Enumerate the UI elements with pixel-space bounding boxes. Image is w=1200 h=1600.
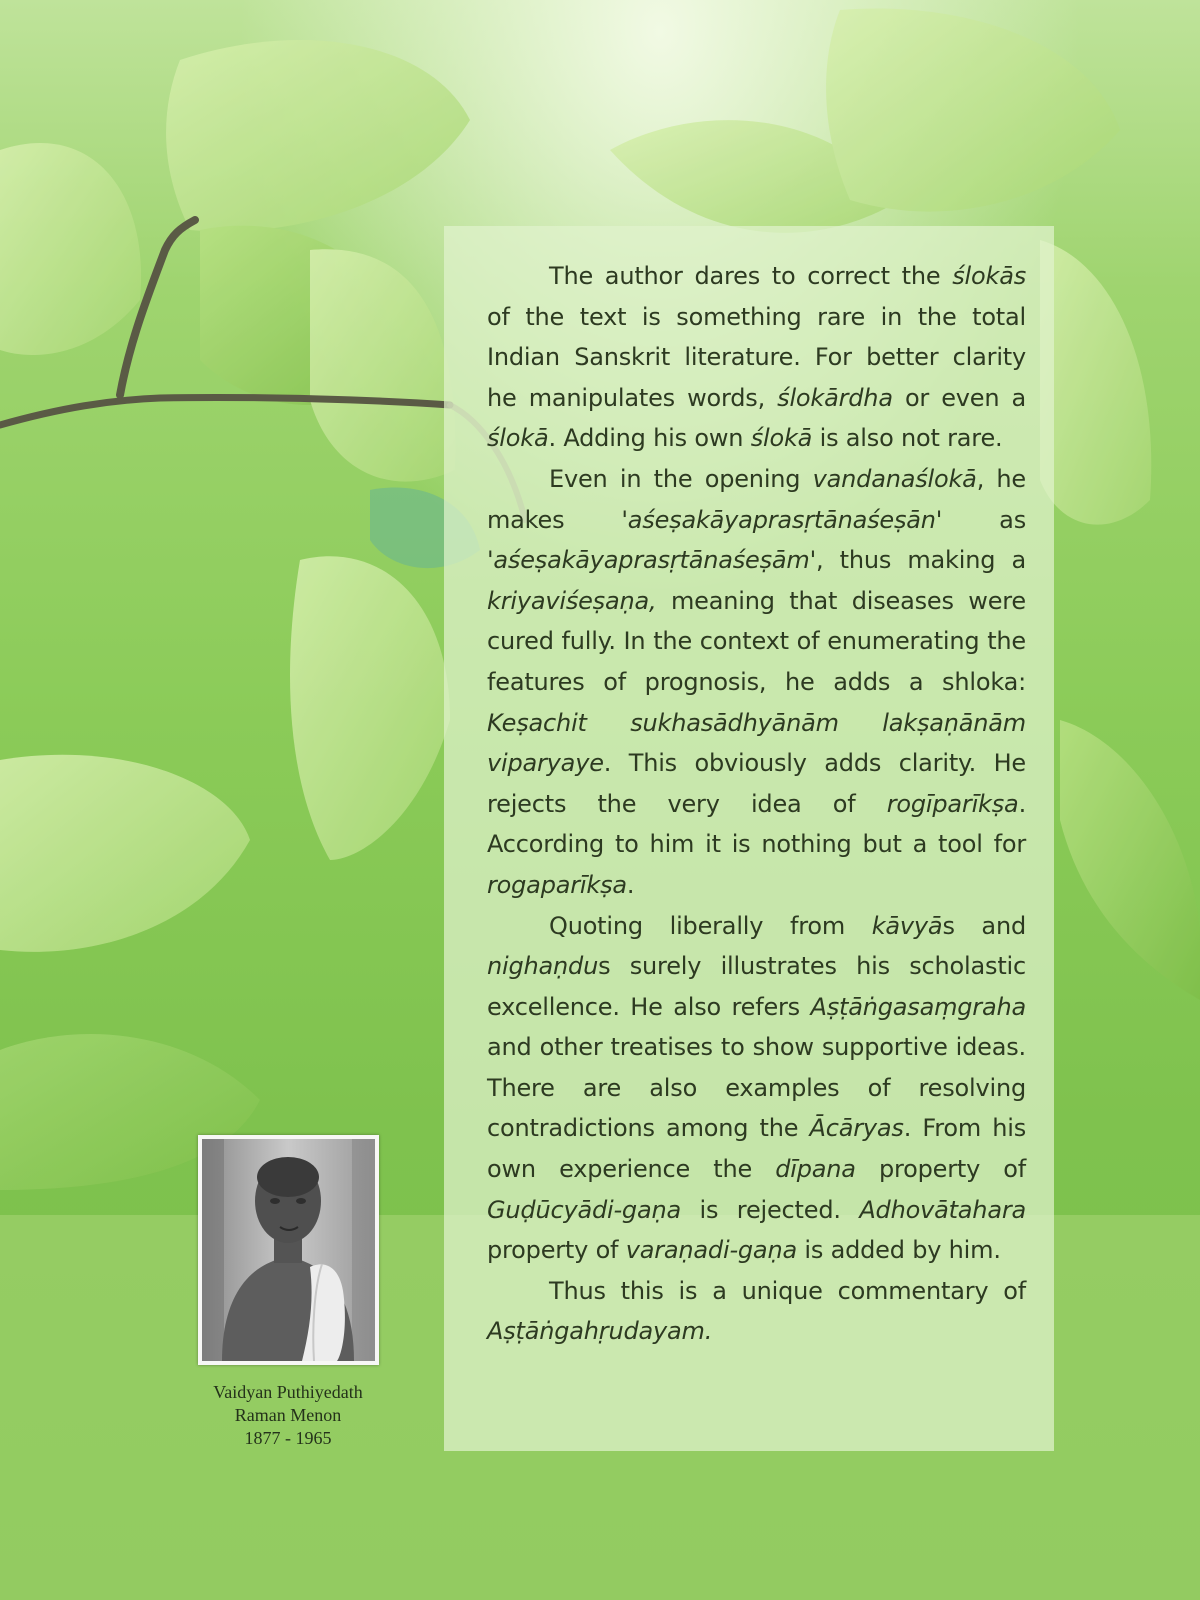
text-span: s and [942, 911, 1026, 940]
text-span: is added by him. [796, 1236, 1001, 1265]
text-span: property of [487, 1236, 626, 1265]
italic-term: Aṣṭāṅgasaṃgraha [810, 992, 1026, 1021]
italic-term: dīpana [775, 1155, 856, 1184]
text-span: . [626, 870, 635, 899]
paragraph-1 [487, 256, 1026, 459]
italic-term: ślokā [487, 424, 549, 453]
text-span: and other treatises to show supportive ideas. There are also examples of resolving contradictions among the [487, 1033, 1026, 1143]
text-span: . From his own experience the [487, 1114, 1027, 1184]
text-span: as [942, 505, 1026, 534]
portrait-frame [198, 1135, 379, 1365]
caption-name-line-2: Raman Menon [234, 1405, 342, 1425]
text-span: property of [855, 1155, 1026, 1184]
italic-term: rogīparīkṣa [886, 789, 1019, 818]
text-span: is rejected. [680, 1195, 860, 1224]
italic-term: ślokā [750, 424, 813, 453]
text-span: Thus this is a unique commentary of [549, 1276, 1026, 1305]
text-span: Quoting liberally from [549, 911, 872, 940]
text-span: s surely illustrates his scholastic excellence. He also refers [487, 952, 1026, 1021]
portrait-photo [202, 1139, 375, 1361]
text-span: . This obviously adds clarity. He rejects the very idea of [487, 749, 1026, 818]
italic-term: Aṣṭāṅgahṛudayam. [487, 1317, 713, 1346]
italic-term: kāvyā [871, 911, 943, 940]
text-span: or even a [892, 383, 1026, 412]
caption-years: 1877 - 1965 [244, 1428, 332, 1448]
portrait-caption [188, 1381, 388, 1450]
caption-name-line-1: Vaidyan Puthiyedath [213, 1382, 363, 1402]
italic-term: Ācāryas [809, 1114, 904, 1143]
text-span: meaning that diseases were cured fully. In the context of enumerating the features of prognosis, he adds a shloka: [487, 586, 1026, 696]
italic-term: 'aśeṣakāyaprasṛtānaśeṣām' [487, 546, 816, 575]
italic-term: nighaṇdu [487, 952, 599, 981]
italic-term: Adhovātahara [859, 1195, 1026, 1224]
text-span: . Adding his own [548, 424, 751, 453]
text-span: The author dares to correct the [549, 262, 953, 290]
text-panel [444, 226, 1054, 1451]
body-text [487, 256, 1026, 1352]
text-span: is also not rare. [812, 424, 1003, 453]
paragraph-4 [487, 1271, 1026, 1352]
italic-term: ślokās [952, 262, 1026, 290]
italic-term: ślokārdha [777, 383, 893, 412]
italic-term: Keṣachit sukhasādhyānām lakṣaṇānām viparyaye [487, 708, 1026, 778]
paragraph-3 [487, 906, 1026, 1271]
italic-term: kriyaviśeṣaṇa, [487, 586, 657, 615]
text-span: . According to him it is nothing but a tool for [487, 789, 1026, 859]
italic-term: varaṇadi-gaṇa [625, 1236, 797, 1265]
text-span: of the text is something rare in the total Indian Sanskrit literature. For better clarity he manipulates words, [487, 302, 1026, 412]
paragraph-2 [487, 459, 1026, 906]
text-span: Even in the opening [549, 464, 813, 493]
text-span: , thus making a [815, 546, 1026, 575]
italic-term: rogaparīkṣa [487, 870, 627, 899]
italic-term: 'aśeṣakāyaprasṛtānaśeṣān' [621, 505, 943, 534]
italic-term: vandanaślokā [812, 464, 977, 493]
italic-term: Guḍūcyādi-gaṇa [487, 1195, 681, 1224]
text-span: , he makes [487, 464, 1026, 534]
